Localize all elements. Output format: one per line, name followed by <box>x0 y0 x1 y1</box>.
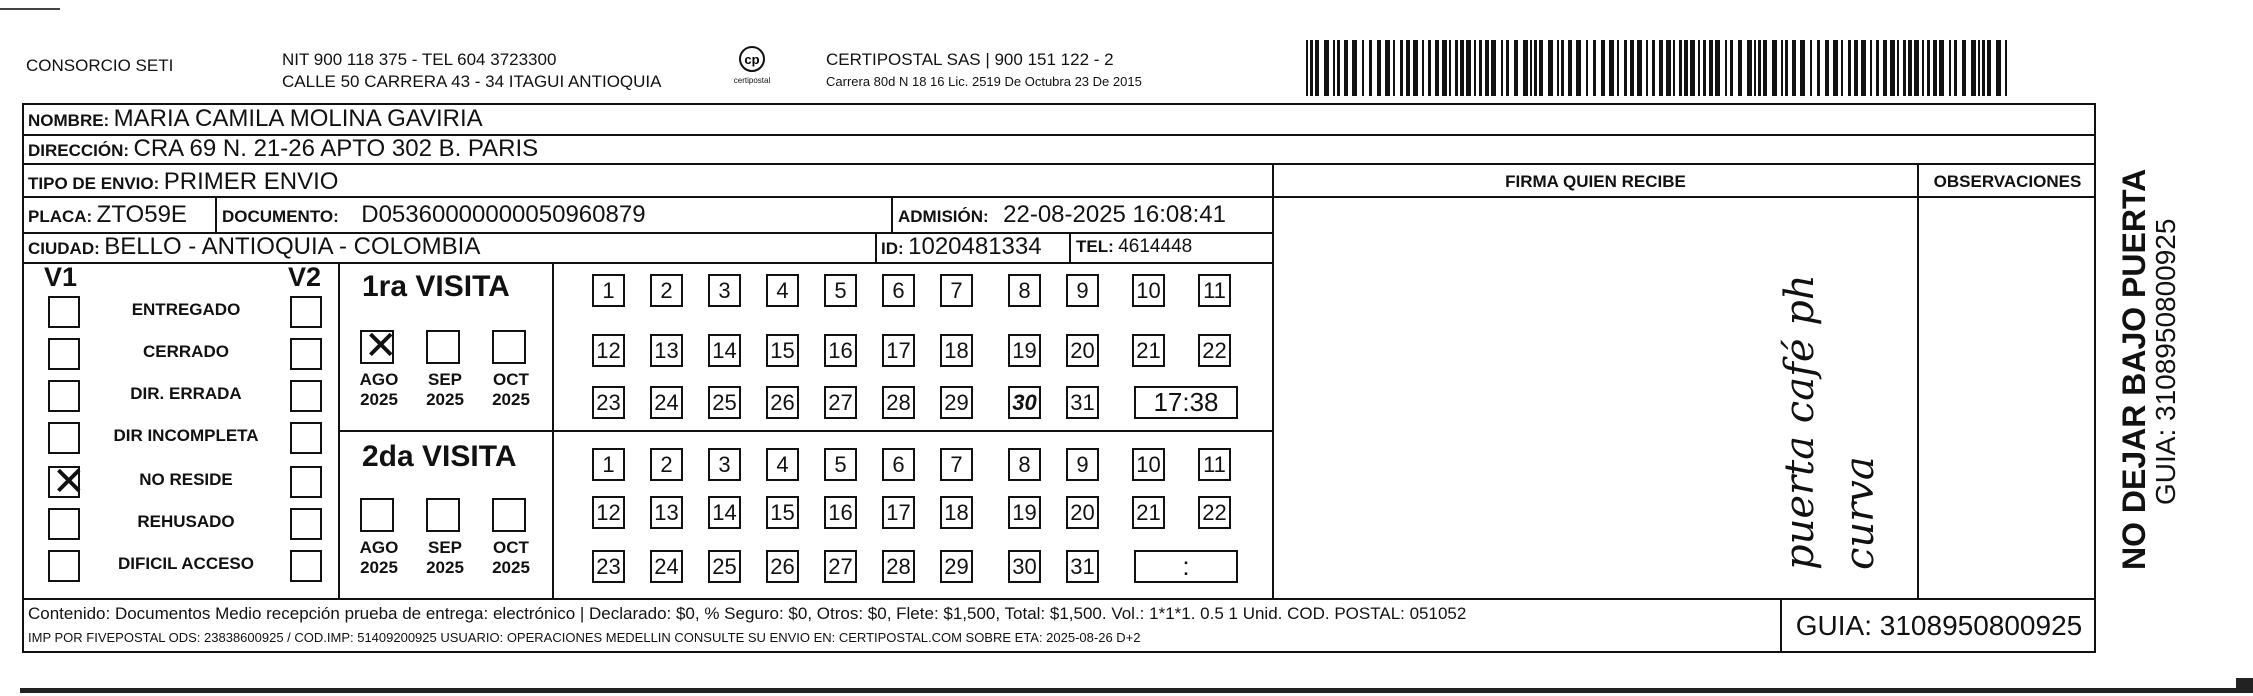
barcode-bar <box>1557 40 1559 96</box>
barcode-bar <box>1400 40 1403 96</box>
svg-text:cp: cp <box>744 52 760 67</box>
city-cell <box>28 233 480 261</box>
barcode-bar <box>1449 40 1451 96</box>
city-label: CIUDAD: <box>28 239 100 258</box>
barcode-bar <box>1833 40 1838 96</box>
col-line-signature <box>1272 163 1274 600</box>
day-box[interactable]: 23 <box>592 550 625 583</box>
certipostal-license: Carrera 80d N 18 16 Lic. 2519 De Octubra 23 De 2015 <box>826 74 1142 89</box>
barcode-bar <box>1908 40 1912 96</box>
month-checkbox[interactable] <box>426 498 460 532</box>
plate-cell <box>28 201 187 229</box>
v1-checkbox[interactable] <box>48 508 80 540</box>
day-box[interactable]: 29 <box>940 386 973 419</box>
barcode-bar <box>1393 40 1395 96</box>
barcode-bar <box>1927 40 1930 96</box>
day-box[interactable]: 21 <box>1132 496 1165 529</box>
day-box[interactable]: 14 <box>708 334 741 367</box>
reason-label: REHUSADO <box>137 512 235 531</box>
day-box[interactable]: 27 <box>824 550 857 583</box>
v1-checkbox[interactable] <box>48 422 80 454</box>
barcode-bar <box>1725 40 1727 96</box>
month-checkbox[interactable] <box>360 498 394 532</box>
month-checkbox[interactable] <box>360 324 398 368</box>
month-label: AGO 2025 <box>359 370 399 409</box>
scan-edge-right <box>2236 678 2253 690</box>
barcode-bar <box>1466 40 1471 96</box>
barcode-bar <box>1939 40 1944 96</box>
check-mark-icon: ✕ <box>364 324 398 368</box>
plate-value: ZTO59E <box>96 201 187 228</box>
tel-value: 4614448 <box>1118 236 1193 257</box>
barcode-bar <box>1523 40 1528 96</box>
day-box[interactable]: 11 <box>1198 274 1231 307</box>
barcode-bar <box>1442 40 1447 96</box>
type-value: PRIMER ENVIO <box>163 168 339 195</box>
day-box[interactable]: 4 <box>766 274 799 307</box>
barcode-bar <box>1772 40 1777 96</box>
barcode-bar <box>1954 40 1957 96</box>
barcode-bar <box>1949 40 1951 96</box>
day-box[interactable]: 9 <box>1066 274 1099 307</box>
day-box[interactable]: 14 <box>708 496 741 529</box>
barcode-bar <box>1876 40 1879 96</box>
reason-label: ENTREGADO <box>131 300 241 319</box>
barcode-bar <box>1962 40 1966 96</box>
barcode-bar <box>1362 40 1364 96</box>
day-box[interactable]: 25 <box>708 550 741 583</box>
city-value: BELLO - ANTIOQUIA - COLOMBIA <box>104 233 481 260</box>
day-box[interactable]: 19 <box>1008 334 1041 367</box>
v1-checkbox[interactable] <box>48 338 80 370</box>
name-value: MARIA CAMILA MOLINA GAVIRIA <box>113 105 483 132</box>
col-line-plate <box>215 196 217 232</box>
row-line-2 <box>22 163 2096 165</box>
col-line-admission <box>891 196 893 232</box>
day-box[interactable]: 7 <box>940 448 973 481</box>
day-box[interactable]: 29 <box>940 550 973 583</box>
day-box[interactable]: 31 <box>1066 550 1099 583</box>
barcode-bar <box>1377 40 1381 96</box>
day-box[interactable]: 7 <box>940 274 973 307</box>
day-box[interactable]: 2 <box>650 274 683 307</box>
barcode-bar <box>1514 40 1518 96</box>
v2-checkbox[interactable] <box>290 296 322 328</box>
barcode-bar <box>1324 40 1329 96</box>
barcode-bar <box>1810 40 1812 96</box>
barcode-bar <box>1344 40 1348 96</box>
day-box[interactable]: 28 <box>882 386 915 419</box>
barcode-bar <box>2005 40 2007 96</box>
barcode-bar <box>1306 40 1308 96</box>
day-box[interactable]: 10 <box>1132 274 1165 307</box>
barcode-bar <box>1978 40 1980 96</box>
v2-checkbox[interactable] <box>290 380 322 412</box>
month-label: SEP 2025 <box>426 538 464 577</box>
day-box[interactable]: 20 <box>1066 496 1099 529</box>
barcode-bar <box>1659 40 1663 96</box>
side-warning: NO DEJAR BAJO PUERTA <box>2116 168 2152 570</box>
day-box[interactable]: 3 <box>708 274 741 307</box>
barcode-bar <box>1861 40 1866 96</box>
id-cell <box>881 233 1042 261</box>
barcode-bar <box>1817 40 1820 96</box>
barcode-bar <box>1428 40 1431 96</box>
visit-divider <box>338 430 1274 432</box>
barcode-bar <box>1586 40 1588 96</box>
day-box[interactable]: 26 <box>766 550 799 583</box>
barcode-bar <box>1800 40 1805 96</box>
barcode-bar <box>1413 40 1418 96</box>
barcode-bar <box>1870 40 1872 96</box>
barcode-bar <box>1781 40 1783 96</box>
v1-label: V1 <box>44 262 78 292</box>
handwritten-observation: puerta café ph curva <box>1777 274 1883 570</box>
month-label: OCT 2025 <box>492 538 530 577</box>
barcode-bar <box>1854 40 1858 96</box>
v2-label: V2 <box>288 262 322 292</box>
day-box[interactable]: 23 <box>592 386 625 419</box>
id-label: ID: <box>881 239 904 258</box>
plate-label: PLACA: <box>28 207 93 226</box>
barcode-bar <box>1337 40 1340 96</box>
barcode-bar <box>1679 40 1682 96</box>
barcode-bar <box>1747 40 1752 96</box>
row-line-3 <box>22 196 2096 198</box>
day-box[interactable]: 22 <box>1198 334 1231 367</box>
barcode-bar <box>1758 40 1761 96</box>
v2-checkbox[interactable] <box>290 422 322 454</box>
reason-label: CERRADO <box>143 342 229 361</box>
day-box[interactable]: 18 <box>940 334 973 367</box>
document-value: D05360000000050960879 <box>361 201 646 228</box>
barcode-bar <box>1666 40 1671 96</box>
time-box[interactable]: : <box>1134 550 1238 583</box>
address-line: CALLE 50 CARRERA 43 - 34 ITAGUI ANTIOQUIA <box>282 72 662 91</box>
month-checkbox[interactable] <box>492 498 526 532</box>
day-box[interactable]: 6 <box>882 448 915 481</box>
day-box[interactable]: 6 <box>882 274 915 307</box>
document-label: DOCUMENTO: <box>222 207 339 226</box>
v1-checkbox[interactable] <box>48 296 80 328</box>
day-box[interactable]: 11 <box>1198 448 1231 481</box>
v2-checkbox[interactable] <box>290 508 322 540</box>
day-box[interactable]: 13 <box>650 496 683 529</box>
barcode-bar <box>1506 40 1509 96</box>
barcode-bar <box>1593 40 1596 96</box>
barcode-bar <box>1684 40 1688 96</box>
time-box[interactable]: 17:38 <box>1134 386 1238 419</box>
barcode-bar <box>1406 40 1410 96</box>
day-box[interactable]: 21 <box>1132 334 1165 367</box>
barcode-bar <box>1922 40 1924 96</box>
day-box[interactable]: 10 <box>1132 448 1165 481</box>
signature-column-header: FIRMA QUIEN RECIBE <box>1505 172 1686 191</box>
barcode-bar <box>1491 40 1496 96</box>
footer-contents: Contenido: Documentos Medio recepción prueba de entrega: electrónico | Declarado: $0, % Seguro: $0, Otros: $0, Flete: $1,500, Total: $1,500. Vol.: 1*1*1. 0.5 1 Unid. COD. POSTAL: 051052 <box>28 604 1467 623</box>
document-cell <box>222 201 646 229</box>
barcode-bar <box>1422 40 1424 96</box>
address-row <box>28 135 538 163</box>
day-box[interactable]: 20 <box>1066 334 1099 367</box>
day-box[interactable]: 9 <box>1066 448 1099 481</box>
barcode-bar <box>1890 40 1895 96</box>
day-box[interactable]: 17 <box>882 334 915 367</box>
day-box[interactable]: 27 <box>824 386 857 419</box>
barcode-bar <box>1455 40 1458 96</box>
name-label: NOMBRE: <box>28 111 110 130</box>
barcode-bar <box>1333 40 1335 96</box>
admission-value: 22-08-2025 16:08:41 <box>1003 201 1226 228</box>
barcode-bar <box>1982 40 1985 96</box>
barcode-bar <box>1730 40 1733 96</box>
day-box[interactable]: 26 <box>766 386 799 419</box>
barcode-bar <box>1534 40 1537 96</box>
barcode-bar <box>1848 40 1851 96</box>
barcode-bar <box>1841 40 1843 96</box>
day-box[interactable]: 16 <box>824 496 857 529</box>
day-box[interactable]: 15 <box>766 496 799 529</box>
certipostal-line: CERTIPOSTAL SAS | 900 151 122 - 2 <box>826 50 1114 69</box>
first-visit-title: 1ra VISITA <box>362 270 510 303</box>
barcode-bar <box>1738 40 1742 96</box>
barcode-bar <box>1825 40 1829 96</box>
barcode-bar <box>1530 40 1532 96</box>
day-box[interactable]: 30 <box>1008 386 1041 419</box>
observations-column-header: OBSERVACIONES <box>1933 172 2082 191</box>
day-box[interactable]: 8 <box>1008 448 1041 481</box>
day-box[interactable]: 16 <box>824 334 857 367</box>
barcode-bar <box>1576 40 1581 96</box>
v1-checkbox[interactable] <box>48 550 80 582</box>
day-box[interactable]: 3 <box>708 448 741 481</box>
admission-cell <box>898 201 1226 229</box>
nit-line: NIT 900 118 375 - TEL 604 3723300 <box>282 50 557 69</box>
barcode-bar <box>1385 40 1390 96</box>
barcode-bar <box>1435 40 1439 96</box>
barcode-bar <box>1352 40 1357 96</box>
day-box[interactable]: 19 <box>1008 496 1041 529</box>
day-box[interactable]: 28 <box>882 550 915 583</box>
address-value: CRA 69 N. 21-26 APTO 302 B. PARIS <box>133 135 539 162</box>
sub-line-1 <box>22 262 1274 264</box>
id-value: 1020481334 <box>908 233 1042 260</box>
day-box[interactable]: 30 <box>1008 550 1041 583</box>
day-box[interactable]: 1 <box>592 448 625 481</box>
barcode-bar <box>1933 40 1937 96</box>
barcode-bar <box>1561 40 1564 96</box>
barcode-bar <box>1501 40 1503 96</box>
tel-cell <box>1076 236 1192 258</box>
day-box[interactable]: 5 <box>824 274 857 307</box>
barcode-bar <box>1548 40 1553 96</box>
month-label: OCT 2025 <box>492 370 530 409</box>
reason-label: DIR. ERRADA <box>130 384 242 403</box>
barcode-bar <box>1460 40 1464 96</box>
month-label: AGO 2025 <box>359 538 399 577</box>
v2-checkbox[interactable] <box>290 466 322 498</box>
barcode-bar <box>1715 40 1720 96</box>
type-label: TIPO DE ENVIO: <box>28 174 160 193</box>
month-checkbox[interactable] <box>426 330 460 364</box>
v2-checkbox[interactable] <box>290 338 322 370</box>
barcode <box>1306 40 2010 96</box>
barcode-bar <box>1637 40 1642 96</box>
v1-checkbox[interactable] <box>48 380 80 412</box>
barcode-bar <box>1617 40 1619 96</box>
barcode-bar <box>1310 40 1313 96</box>
day-box[interactable]: 15 <box>766 334 799 367</box>
barcode-bar <box>1987 40 1991 96</box>
barcode-bar <box>1709 40 1713 96</box>
scan-edge-bottom <box>20 688 2253 693</box>
scan-edge-top <box>0 8 60 10</box>
day-box[interactable]: 18 <box>940 496 973 529</box>
barcode-bar <box>1609 40 1614 96</box>
barcode-bar <box>1646 40 1648 96</box>
barcode-bar <box>1703 40 1706 96</box>
barcode-bar <box>1897 40 1899 96</box>
v1-checkbox[interactable] <box>48 460 86 504</box>
barcode-bar <box>1601 40 1605 96</box>
barcode-bar <box>1568 40 1572 96</box>
day-box[interactable]: 25 <box>708 386 741 419</box>
tel-label: TEL: <box>1076 237 1114 256</box>
type-row <box>28 168 338 196</box>
certipostal-logo <box>722 44 782 90</box>
admission-label: ADMISIÓN: <box>898 207 989 226</box>
barcode-bar <box>1754 40 1756 96</box>
reason-label: DIR INCOMPLETA <box>113 426 259 445</box>
row-line-6 <box>22 598 2096 600</box>
month-checkbox[interactable] <box>492 330 526 364</box>
day-box[interactable]: 22 <box>1198 496 1231 529</box>
day-box[interactable]: 17 <box>882 496 915 529</box>
barcode-bar <box>1971 40 1976 96</box>
company-name: CONSORCIO SETI <box>26 56 174 75</box>
name-row <box>28 105 483 133</box>
day-box[interactable]: 13 <box>650 334 683 367</box>
day-box[interactable]: 5 <box>824 448 857 481</box>
day-box[interactable]: 4 <box>766 448 799 481</box>
barcode-bar <box>1690 40 1695 96</box>
v2-checkbox[interactable] <box>290 550 322 582</box>
day-box[interactable]: 8 <box>1008 274 1041 307</box>
barcode-bar <box>1903 40 1906 96</box>
barcode-bar <box>1369 40 1372 96</box>
barcode-bar <box>1673 40 1675 96</box>
barcode-bar <box>1698 40 1700 96</box>
barcode-bar <box>1315 40 1319 96</box>
day-box[interactable]: 1 <box>592 274 625 307</box>
reason-label: NO RESIDE <box>139 470 233 489</box>
address-label: DIRECCIÓN: <box>28 141 130 160</box>
barcode-bar <box>1474 40 1476 96</box>
footer-imp-line: IMP POR FIVEPOSTAL ODS: 23838600925 / COD.IMP: 51409200925 USUARIO: OPERACIONES MEDELLIN CONSULTE SU ENVIO EN: CERTIPOSTAL.COM SOBRE ETA: 2025-08-26 D+2 <box>28 630 1141 645</box>
barcode-bar <box>1883 40 1887 96</box>
check-mark-icon: ✕ <box>52 460 86 504</box>
col-line-observations <box>1917 163 1919 600</box>
barcode-bar <box>1479 40 1482 96</box>
barcode-bar <box>1652 40 1655 96</box>
barcode-bar <box>1914 40 1919 96</box>
reason-label: DIFICIL ACCESO <box>117 554 254 573</box>
barcode-bar <box>1785 40 1788 96</box>
side-guia: GUIA: 3108950800925 <box>2150 218 2181 505</box>
month-label: SEP 2025 <box>426 370 464 409</box>
barcode-bar <box>1630 40 1634 96</box>
barcode-bar <box>1763 40 1767 96</box>
day-box[interactable]: 31 <box>1066 386 1099 419</box>
barcode-bar <box>1539 40 1543 96</box>
footer-guia: GUIA: 3108950800925 <box>1795 610 2083 641</box>
day-box[interactable]: 24 <box>650 550 683 583</box>
barcode-bar <box>1792 40 1796 96</box>
second-visit-title: 2da VISITA <box>362 440 517 473</box>
day-box[interactable]: 12 <box>592 334 625 367</box>
col-line-tel <box>1069 232 1071 262</box>
day-box[interactable]: 2 <box>650 448 683 481</box>
col-line-id <box>875 232 877 262</box>
logo-text: certipostal <box>733 76 771 85</box>
barcode-bar <box>1485 40 1489 96</box>
barcode-bar <box>1624 40 1627 96</box>
day-box[interactable]: 12 <box>592 496 625 529</box>
day-box[interactable]: 24 <box>650 386 683 419</box>
barcode-bar <box>1996 40 2001 96</box>
